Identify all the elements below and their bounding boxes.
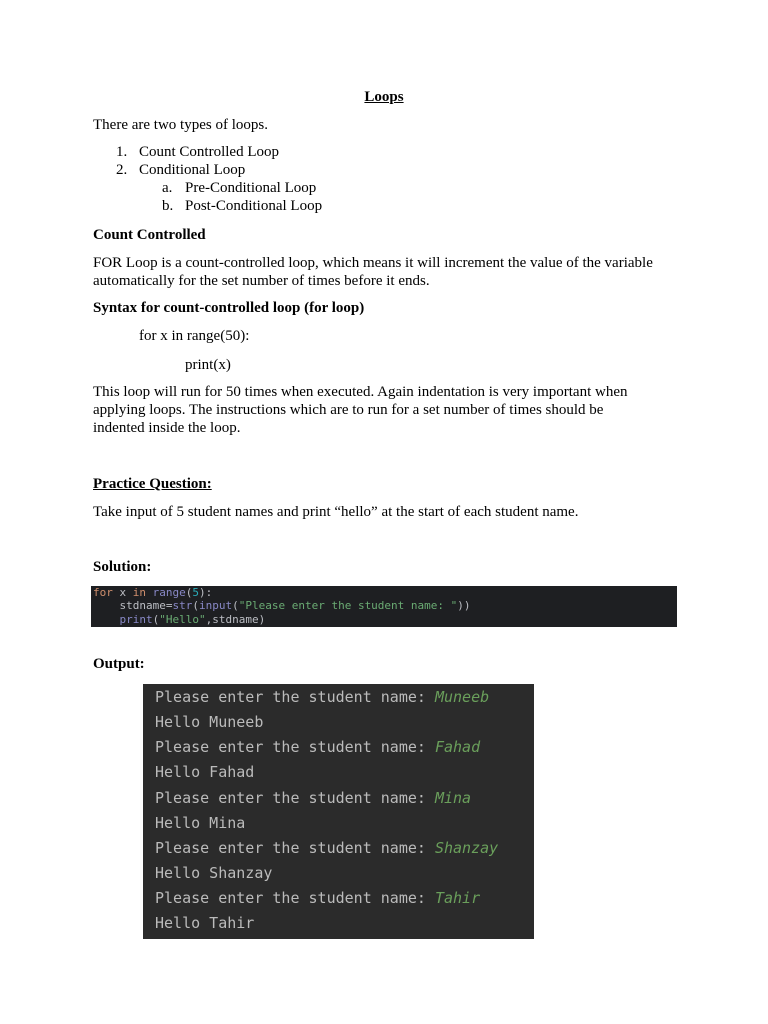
list-item: Count Controlled Loop xyxy=(139,144,279,160)
code-block xyxy=(91,586,677,627)
builtin-token: str xyxy=(172,599,193,612)
practice-heading: Practice Question: xyxy=(93,476,212,492)
user-input-text: Tahir xyxy=(434,889,481,907)
console-output-line: Hello Shanzay xyxy=(155,864,273,882)
paragraph-line: applying loops. The instructions which are to run for a set number of times should be xyxy=(93,402,604,418)
console-prompt-line xyxy=(155,886,480,911)
sublist-letter: b. xyxy=(162,198,174,214)
sublist-letter: a. xyxy=(162,180,173,196)
plain-token: ( xyxy=(192,599,199,612)
prompt-text: Please enter the student name: xyxy=(155,738,435,756)
user-input-text: Mina xyxy=(434,789,472,807)
syntax-line: print(x) xyxy=(185,357,231,373)
console-output-line: Hello Muneeb xyxy=(155,713,264,731)
keyword-token: for xyxy=(93,586,113,599)
console-prompt-line xyxy=(155,735,480,760)
plain-token xyxy=(93,613,120,626)
console-prompt-line xyxy=(155,786,471,811)
plain-token: ( xyxy=(152,613,160,626)
sublist-item: Pre-Conditional Loop xyxy=(185,180,317,196)
builtin-token: range xyxy=(152,586,186,599)
output-heading: Output: xyxy=(93,656,145,672)
plain-token: )) xyxy=(457,599,471,612)
paragraph-line: automatically for the set number of times before it ends. xyxy=(93,273,430,289)
code-line xyxy=(93,599,471,613)
solution-heading: Solution: xyxy=(93,559,152,575)
paragraph-line: indented inside the loop. xyxy=(93,420,241,436)
plain-token: ( xyxy=(232,599,239,612)
sublist-item: Post-Conditional Loop xyxy=(185,198,323,214)
practice-text: Take input of 5 student names and print “hello” at the start of each student name. xyxy=(93,504,579,520)
syntax-line: for x in range(50): xyxy=(139,328,250,344)
string-token: "Hello" xyxy=(159,613,206,626)
plain-token: ): xyxy=(199,586,213,599)
list-number: 1. xyxy=(116,144,128,160)
plain-token: x xyxy=(112,586,133,599)
page-title: Loops xyxy=(364,89,404,105)
builtin-token: print xyxy=(119,613,153,626)
prompt-text: Please enter the student name: xyxy=(155,688,435,706)
console-output-line: Hello Tahir xyxy=(155,914,255,932)
prompt-text: Please enter the student name: xyxy=(155,789,435,807)
user-input-text: Shanzay xyxy=(434,839,499,857)
intro-text: There are two types of loops. xyxy=(93,117,268,133)
console-prompt-line xyxy=(155,685,489,710)
output-console xyxy=(143,684,534,939)
user-input-text: Muneeb xyxy=(434,688,490,706)
number-token: 5 xyxy=(192,586,199,599)
list-number: 2. xyxy=(116,162,128,178)
list-item: Conditional Loop xyxy=(139,162,246,178)
console-output-line: Hello Mina xyxy=(155,814,246,832)
plain-token: ,stdname) xyxy=(205,613,266,626)
code-line xyxy=(93,613,265,627)
paragraph-line: This loop will run for 50 times when executed. Again indentation is very important when xyxy=(93,384,628,400)
code-line xyxy=(93,586,212,600)
plain-token: stdname= xyxy=(93,599,173,612)
keyword-token: in xyxy=(132,586,146,599)
console-output-line: Hello Fahad xyxy=(155,763,255,781)
string-token: "Please enter the student name: " xyxy=(238,599,458,612)
prompt-text: Please enter the student name: xyxy=(155,889,435,907)
plain-token xyxy=(146,586,153,599)
prompt-text: Please enter the student name: xyxy=(155,839,435,857)
user-input-text: Fahad xyxy=(434,738,481,756)
console-prompt-line xyxy=(155,836,498,861)
plain-token: ( xyxy=(185,586,193,599)
count-controlled-heading: Count Controlled xyxy=(93,227,206,243)
paragraph-line: FOR Loop is a count-controlled loop, which means it will increment the value of the variable xyxy=(93,255,653,271)
syntax-heading: Syntax for count-controlled loop (for loop) xyxy=(93,300,365,316)
builtin-token: input xyxy=(198,599,233,612)
